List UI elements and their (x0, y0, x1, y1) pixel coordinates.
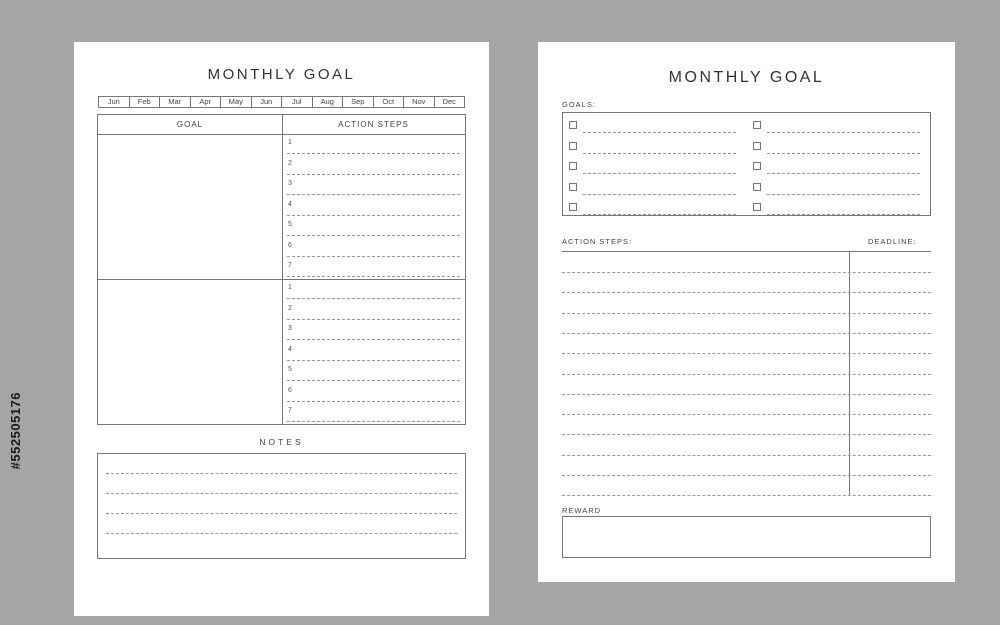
action-step-line[interactable] (562, 313, 931, 314)
step-number: 1 (288, 284, 292, 291)
step-number: 4 (288, 345, 292, 353)
action-step-row[interactable] (287, 160, 460, 175)
month-cell[interactable]: Jun (252, 97, 283, 107)
action-step-row[interactable] (287, 139, 460, 154)
action-steps-label: ACTION STEPS: (562, 237, 633, 246)
goal-line[interactable] (767, 173, 920, 174)
step-number: 7 (288, 407, 292, 414)
action-step-row[interactable] (287, 180, 460, 195)
step-number: 7 (288, 262, 292, 269)
action-step-row[interactable] (287, 201, 460, 216)
notes-line (106, 493, 457, 494)
goal-checkbox[interactable] (569, 162, 577, 170)
action-step-row[interactable] (287, 387, 460, 402)
notes-line (106, 473, 457, 474)
action-step-row[interactable] (287, 284, 460, 299)
action-step-line[interactable] (562, 374, 931, 375)
action-step-row[interactable] (287, 262, 460, 277)
goal-checkbox[interactable] (753, 203, 761, 211)
month-cell[interactable]: May (221, 97, 252, 107)
month-cell[interactable]: Feb (130, 97, 161, 107)
goal-checkbox[interactable] (753, 142, 761, 150)
goal-line[interactable] (767, 132, 920, 133)
action-step-row[interactable] (287, 325, 460, 340)
reward-box[interactable] (562, 516, 931, 558)
goal-checkbox[interactable] (753, 121, 761, 129)
step-number: 2 (288, 159, 292, 167)
action-step-line[interactable] (562, 333, 931, 334)
goal-line[interactable] (583, 153, 736, 154)
stock-id-watermark: #552505176 (8, 392, 23, 470)
goals-box (562, 112, 931, 216)
goal-cell-2[interactable] (98, 280, 282, 424)
step-number: 5 (288, 366, 292, 373)
goals-label: GOALS: (562, 100, 596, 109)
goal-checkbox[interactable] (569, 203, 577, 211)
month-cell[interactable]: Aug (313, 97, 344, 107)
step-number: 1 (288, 139, 292, 146)
step-number: 6 (288, 386, 292, 394)
goal-checkbox[interactable] (569, 121, 577, 129)
month-cell[interactable]: Oct (374, 97, 405, 107)
step-number: 5 (288, 221, 292, 228)
goal-line[interactable] (583, 194, 736, 195)
goal-line[interactable] (767, 194, 920, 195)
notes-label: NOTES (259, 437, 304, 447)
reward-label: REWARD (562, 506, 602, 515)
action-steps-header: ACTION STEPS (338, 120, 409, 129)
step-number: 2 (288, 304, 292, 312)
goal-checkbox[interactable] (753, 183, 761, 191)
action-step-line[interactable] (562, 475, 931, 476)
action-step-row[interactable] (287, 305, 460, 320)
action-step-line[interactable] (562, 414, 931, 415)
month-cell[interactable]: Apr (191, 97, 222, 107)
notes-line (106, 513, 457, 514)
step-number: 3 (288, 180, 292, 187)
goal-cell-1[interactable] (98, 135, 282, 279)
action-step-line[interactable] (562, 272, 931, 273)
action-step-line[interactable] (562, 455, 931, 456)
goal-checkbox[interactable] (569, 142, 577, 150)
action-step-line[interactable] (562, 394, 931, 395)
goal-line[interactable] (583, 173, 736, 174)
step-number: 4 (288, 200, 292, 208)
action-step-row[interactable] (287, 366, 460, 381)
goal-header: GOAL (176, 120, 204, 129)
action-step-row[interactable] (287, 346, 460, 361)
goal-line[interactable] (767, 153, 920, 154)
month-cell[interactable]: Sep (343, 97, 374, 107)
step-number: 6 (288, 241, 292, 249)
goal-grid (97, 114, 466, 425)
page-title: MONTHLY GOAL (668, 69, 825, 86)
notes-box[interactable] (97, 453, 466, 559)
goal-checkbox[interactable] (569, 183, 577, 191)
goal-line[interactable] (583, 132, 736, 133)
deadline-label: DEADLINE: (868, 237, 917, 246)
month-cell[interactable]: Jul (282, 97, 313, 107)
planner-page-left (74, 42, 489, 616)
action-step-line[interactable] (562, 353, 931, 354)
month-cell[interactable]: Jun (99, 97, 130, 107)
month-selector (98, 96, 465, 108)
action-step-row[interactable] (287, 407, 460, 422)
action-steps-top-rule (562, 251, 931, 252)
month-cell[interactable]: Nov (404, 97, 435, 107)
month-cell[interactable]: Mar (160, 97, 191, 107)
action-step-line[interactable] (562, 292, 931, 293)
month-cell[interactable]: Dec (442, 97, 456, 106)
goal-checkbox[interactable] (753, 162, 761, 170)
planner-page-right (538, 42, 955, 582)
action-step-row[interactable] (287, 221, 460, 236)
step-number: 3 (288, 325, 292, 332)
action-step-line[interactable] (562, 495, 931, 496)
grid-column-divider (282, 115, 283, 424)
action-step-row[interactable] (287, 242, 460, 257)
goal-line[interactable] (767, 214, 920, 215)
action-step-line[interactable] (562, 434, 931, 435)
notes-line (106, 533, 457, 534)
page-title: MONTHLY GOAL (207, 66, 356, 83)
goal-line[interactable] (583, 214, 736, 215)
